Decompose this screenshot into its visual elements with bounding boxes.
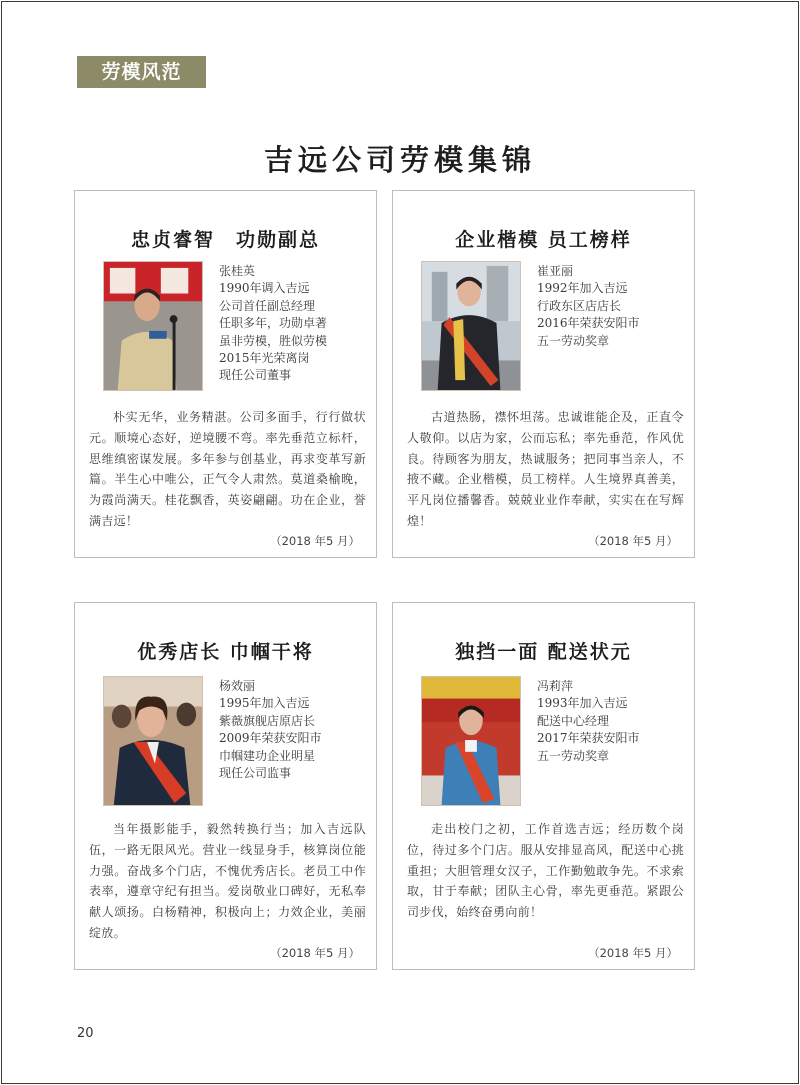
bio-block — [537, 263, 687, 350]
bio-name: 杨效丽 — [219, 679, 256, 693]
date-label: （2018 年5 月） — [270, 534, 360, 548]
card-heading: 忠贞睿智 功勋副总 — [130, 229, 320, 251]
honoree-card-4 — [392, 602, 695, 970]
bio-line: 公司首任副总经理 — [219, 298, 316, 313]
date-label: （2018 年5 月） — [588, 534, 678, 548]
bio-line: 1990年调入吉远 — [219, 281, 310, 296]
bio-line: 2017年荣获安阳市 — [537, 731, 640, 746]
portrait-photo — [103, 261, 203, 391]
bio-name: 张桂英 — [219, 264, 256, 278]
portrait-photo — [421, 676, 521, 806]
bio-line: 五一劳动奖章 — [537, 748, 610, 763]
honoree-card-3 — [74, 602, 377, 970]
bio-block — [537, 678, 687, 765]
page-title: 吉远公司劳模集锦 — [263, 143, 536, 177]
date-label: （2018 年5 月） — [588, 946, 678, 960]
bio-name: 冯莉萍 — [537, 679, 574, 693]
bio-line: 虽非劳模，胜似劳模 — [219, 333, 328, 348]
bio-block — [219, 263, 369, 385]
bio-name: 崔亚丽 — [537, 264, 574, 278]
portrait-photo — [103, 676, 203, 806]
bio-line: 1992年加入吉远 — [537, 281, 628, 296]
bio-line: 行政东区店店长 — [537, 298, 622, 313]
section-tag: 劳模风范 — [77, 56, 206, 88]
bio-line: 2016年荣获安阳市 — [537, 316, 640, 331]
bio-line: 2015年光荣离岗 — [219, 350, 310, 365]
bio-line: 五一劳动奖章 — [537, 333, 610, 348]
bio-line: 现任公司监事 — [219, 765, 292, 780]
bio-line: 巾帼建功企业明星 — [219, 748, 316, 763]
date-label: （2018 年5 月） — [270, 946, 360, 960]
bio-line: 1995年加入吉远 — [219, 696, 310, 711]
bio-line: 配送中心经理 — [537, 713, 610, 728]
tribute-paragraph: 走出校门之初，工作首选吉远；经历数个岗位，待过多个门店。服从安排显高风，配送中心挑重担；大胆管理女汉子，工作勤勉敢争先。不求索取，甘于奉献；团队主心骨，率先更垂范。紧跟公司步伐，始终奋勇向前！ — [407, 822, 684, 920]
honoree-card-2 — [392, 190, 695, 558]
page-number: 20 — [77, 1026, 94, 1041]
bio-line: 1993年加入吉远 — [537, 696, 628, 711]
bio-line: 2009年荣获安阳市 — [219, 731, 322, 746]
honoree-card-1 — [74, 190, 377, 558]
tribute-paragraph: 古道热肠，襟怀坦荡。忠诚谁能企及，正直令人敬仰。以店为家，公而忘私；率先垂范，作风优良。待顾客为朋友，热诚服务；把同事当亲人，不掖不藏。企业楷模，员工榜样。人生境界真善美，平凡岗位播馨香。兢兢业业作奉献，实实在在写辉煌！ — [407, 410, 684, 528]
portrait-photo — [421, 261, 521, 391]
card-heading: 企业楷模 员工榜样 — [455, 229, 632, 251]
bio-line: 紫薇旗舰店原店长 — [219, 713, 316, 728]
card-heading: 优秀店长 巾帼干将 — [137, 641, 314, 663]
card-heading: 独挡一面 配送状元 — [455, 641, 632, 663]
bio-block — [219, 678, 369, 782]
bio-line: 现任公司董事 — [219, 368, 292, 383]
bio-line: 任职多年，功勋卓著 — [219, 316, 328, 331]
tribute-paragraph: 当年摄影能手，毅然转换行当；加入吉远队伍，一路无限风光。营业一线显身手，核算岗位能力强。奋战多个门店，不愧优秀店长。老员工中作表率，遵章守纪有担当。爱岗敬业口碑好，无私奉献人颂扬。白杨精神，积极向上；力效企业，美丽绽放。 — [89, 822, 366, 940]
tribute-paragraph: 朴实无华，业务精湛。公司多面手，行行做状元。顺境心态好，逆境腰不弯。率先垂范立标杆，思维缜密谋发展。多年参与创基业，再求变革写新篇。半生心中唯公，正气令人肃然。莫道桑榆晚，为霞尚满天。桂花飘香，英姿翩翩。功在企业，誉满吉远！ — [89, 410, 366, 528]
